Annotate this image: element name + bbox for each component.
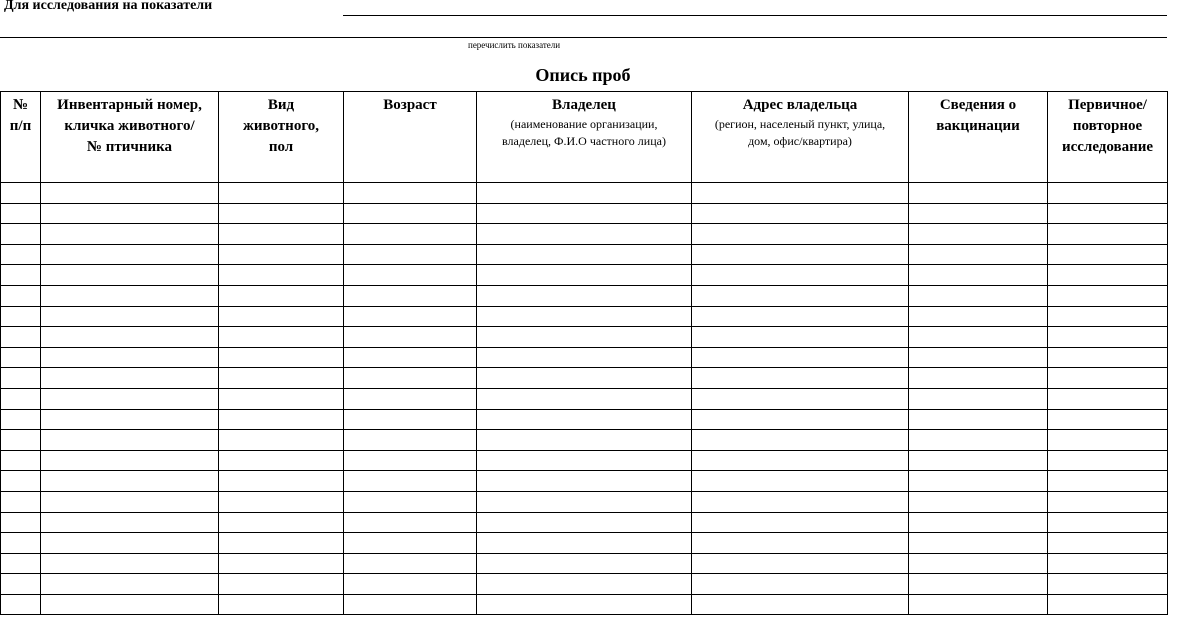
table-cell[interactable] — [219, 183, 344, 204]
table-cell[interactable] — [219, 471, 344, 492]
table-cell[interactable] — [344, 285, 477, 306]
table-row — [1, 491, 1168, 512]
table-row — [1, 388, 1168, 409]
table-cell[interactable] — [344, 306, 477, 327]
col-vaccination — [909, 92, 1048, 183]
col-owner-label: Владелец — [552, 97, 616, 113]
table-cell[interactable] — [344, 327, 477, 348]
table-cell[interactable] — [909, 533, 1048, 554]
table-cell[interactable] — [344, 409, 477, 430]
table-cell[interactable] — [219, 224, 344, 245]
table-cell[interactable] — [219, 491, 344, 512]
table-row — [1, 553, 1168, 574]
table-cell[interactable] — [344, 368, 477, 389]
table-cell[interactable] — [692, 533, 909, 554]
table-cell[interactable] — [219, 409, 344, 430]
table-cell[interactable] — [344, 533, 477, 554]
table-cell[interactable] — [41, 594, 219, 615]
table-cell[interactable] — [1, 594, 41, 615]
table-cell[interactable] — [1048, 265, 1168, 286]
table-cell[interactable] — [1, 285, 41, 306]
table-cell[interactable] — [1048, 347, 1168, 368]
table-cell[interactable] — [909, 491, 1048, 512]
table-row — [1, 224, 1168, 245]
table-cell[interactable] — [1048, 409, 1168, 430]
samples-table — [0, 91, 1168, 615]
table-cell[interactable] — [41, 265, 219, 286]
table-cell[interactable] — [344, 512, 477, 533]
table-cell[interactable] — [41, 409, 219, 430]
table-cell[interactable] — [41, 491, 219, 512]
table-cell[interactable] — [41, 183, 219, 204]
table-row — [1, 471, 1168, 492]
table-row — [1, 285, 1168, 306]
table-cell[interactable] — [344, 388, 477, 409]
table-cell[interactable] — [1, 183, 41, 204]
table-cell[interactable] — [41, 285, 219, 306]
col-number-label: № п/п — [9, 97, 32, 134]
table-cell[interactable] — [1048, 388, 1168, 409]
table-cell[interactable] — [219, 450, 344, 471]
table-cell[interactable] — [1048, 203, 1168, 224]
table-cell[interactable] — [909, 347, 1048, 368]
table-cell[interactable] — [1, 574, 41, 595]
table-cell[interactable] — [477, 368, 692, 389]
table-cell[interactable] — [41, 574, 219, 595]
table-cell[interactable] — [692, 574, 909, 595]
table-cell[interactable] — [344, 347, 477, 368]
table-cell[interactable] — [344, 430, 477, 451]
table-row — [1, 368, 1168, 389]
col-age-label: Возраст — [383, 97, 437, 113]
table-cell[interactable] — [909, 388, 1048, 409]
table-cell[interactable] — [344, 574, 477, 595]
table-cell[interactable] — [692, 388, 909, 409]
col-owner-address-note: (регион, населеный пункт, улица, дом, офис/квартира) — [714, 117, 886, 148]
table-row — [1, 347, 1168, 368]
table-title: Опись проб — [535, 65, 631, 85]
table-cell[interactable] — [909, 183, 1048, 204]
table-cell[interactable] — [1048, 430, 1168, 451]
table-cell[interactable] — [692, 471, 909, 492]
table-cell[interactable] — [477, 285, 692, 306]
table-cell[interactable] — [1, 327, 41, 348]
table-cell[interactable] — [41, 224, 219, 245]
table-row — [1, 409, 1168, 430]
indicators-input-line[interactable] — [343, 15, 1167, 16]
table-cell[interactable] — [41, 306, 219, 327]
table-cell[interactable] — [344, 183, 477, 204]
table-cell[interactable] — [692, 512, 909, 533]
table-row — [1, 512, 1168, 533]
table-row — [1, 533, 1168, 554]
table-cell[interactable] — [1048, 368, 1168, 389]
table-cell[interactable] — [909, 368, 1048, 389]
table-cell[interactable] — [909, 265, 1048, 286]
table-cell[interactable] — [909, 430, 1048, 451]
table-cell[interactable] — [692, 224, 909, 245]
table-cell[interactable] — [909, 512, 1048, 533]
table-cell[interactable] — [344, 471, 477, 492]
table-cell[interactable] — [344, 203, 477, 224]
table-row — [1, 327, 1168, 348]
col-inventory-label: Инвентарный номер, кличка животного/ № птичника — [57, 97, 202, 155]
table-cell[interactable] — [344, 491, 477, 512]
table-cell[interactable] — [477, 430, 692, 451]
table-cell[interactable] — [477, 471, 692, 492]
table-cell[interactable] — [344, 594, 477, 615]
table-cell[interactable] — [692, 409, 909, 430]
table-cell[interactable] — [477, 553, 692, 574]
table-cell[interactable] — [477, 594, 692, 615]
col-vaccination-label: Сведения о вакцинации — [936, 97, 1020, 134]
table-cell[interactable] — [219, 512, 344, 533]
table-cell[interactable] — [219, 430, 344, 451]
table-cell[interactable] — [1048, 574, 1168, 595]
table-cell[interactable] — [692, 594, 909, 615]
col-owner — [477, 92, 692, 183]
table-cell[interactable] — [909, 471, 1048, 492]
table-cell[interactable] — [344, 265, 477, 286]
table-cell[interactable] — [477, 203, 692, 224]
table-cell[interactable] — [219, 265, 344, 286]
table-cell[interactable] — [692, 285, 909, 306]
col-species-label: Вид животного, пол — [242, 97, 320, 155]
table-cell[interactable] — [41, 450, 219, 471]
indicators-input-line-2[interactable] — [0, 37, 1167, 38]
table-cell[interactable] — [909, 203, 1048, 224]
table-cell[interactable] — [692, 368, 909, 389]
table-cell[interactable] — [1, 409, 41, 430]
col-owner-note: (наименование организации, владелец, Ф.И.О частного лица) — [502, 117, 666, 148]
col-primary-repeat — [1048, 92, 1168, 183]
table-cell[interactable] — [477, 183, 692, 204]
table-cell[interactable] — [477, 244, 692, 265]
table-cell[interactable] — [41, 244, 219, 265]
table-cell[interactable] — [1048, 224, 1168, 245]
indicators-hint: перечислить показатели — [468, 40, 561, 50]
table-cell[interactable] — [41, 512, 219, 533]
table-cell[interactable] — [219, 244, 344, 265]
table-cell[interactable] — [1048, 533, 1168, 554]
table-cell[interactable] — [41, 533, 219, 554]
table-row — [1, 265, 1168, 286]
table-cell[interactable] — [692, 430, 909, 451]
table-cell[interactable] — [692, 327, 909, 348]
table-cell[interactable] — [477, 327, 692, 348]
table-cell[interactable] — [1048, 491, 1168, 512]
table-cell[interactable] — [41, 327, 219, 348]
col-inventory — [41, 92, 219, 183]
table-cell[interactable] — [41, 471, 219, 492]
table-cell[interactable] — [1, 203, 41, 224]
table-cell[interactable] — [41, 368, 219, 389]
table-cell[interactable] — [41, 347, 219, 368]
table-cell[interactable] — [344, 244, 477, 265]
table-cell[interactable] — [477, 224, 692, 245]
table-cell[interactable] — [41, 553, 219, 574]
col-owner-address-label: Адрес владельца — [742, 97, 858, 113]
table-cell[interactable] — [909, 306, 1048, 327]
table-cell[interactable] — [909, 450, 1048, 471]
table-cell[interactable] — [219, 388, 344, 409]
table-cell[interactable] — [344, 553, 477, 574]
table-cell[interactable] — [692, 491, 909, 512]
table-cell[interactable] — [692, 306, 909, 327]
table-cell[interactable] — [1, 491, 41, 512]
table-cell[interactable] — [477, 409, 692, 430]
table-row — [1, 183, 1168, 204]
table-cell[interactable] — [692, 244, 909, 265]
table-cell[interactable] — [1048, 594, 1168, 615]
table-cell[interactable] — [41, 430, 219, 451]
table-cell[interactable] — [344, 450, 477, 471]
table-cell[interactable] — [1048, 183, 1168, 204]
table-cell[interactable] — [1, 430, 41, 451]
table-row — [1, 244, 1168, 265]
table-cell[interactable] — [219, 285, 344, 306]
table-cell[interactable] — [477, 512, 692, 533]
table-cell[interactable] — [41, 388, 219, 409]
table-row — [1, 306, 1168, 327]
table-cell[interactable] — [219, 594, 344, 615]
table-cell[interactable] — [1, 224, 41, 245]
table-cell[interactable] — [1048, 471, 1168, 492]
table-row — [1, 430, 1168, 451]
table-cell[interactable] — [477, 533, 692, 554]
table-cell[interactable] — [1048, 285, 1168, 306]
table-cell[interactable] — [219, 306, 344, 327]
table-cell[interactable] — [1048, 306, 1168, 327]
table-cell[interactable] — [1, 347, 41, 368]
table-cell[interactable] — [909, 553, 1048, 574]
table-cell[interactable] — [219, 553, 344, 574]
table-cell[interactable] — [909, 224, 1048, 245]
table-cell[interactable] — [477, 265, 692, 286]
table-cell[interactable] — [41, 203, 219, 224]
table-cell[interactable] — [692, 553, 909, 574]
table-cell[interactable] — [1, 533, 41, 554]
table-cell[interactable] — [219, 574, 344, 595]
table-cell[interactable] — [909, 409, 1048, 430]
table-cell[interactable] — [1048, 553, 1168, 574]
table-cell[interactable] — [477, 491, 692, 512]
table-cell[interactable] — [1048, 512, 1168, 533]
table-cell[interactable] — [1, 450, 41, 471]
table-cell[interactable] — [1, 512, 41, 533]
table-cell[interactable] — [1, 244, 41, 265]
table-cell[interactable] — [219, 533, 344, 554]
col-species — [219, 92, 344, 183]
table-row — [1, 594, 1168, 615]
table-cell[interactable] — [1048, 244, 1168, 265]
col-number — [1, 92, 41, 183]
table-cell[interactable] — [477, 450, 692, 471]
col-owner-address — [692, 92, 909, 183]
table-cell[interactable] — [692, 450, 909, 471]
table-cell[interactable] — [219, 327, 344, 348]
table-cell[interactable] — [909, 594, 1048, 615]
table-cell[interactable] — [692, 265, 909, 286]
table-cell[interactable] — [692, 347, 909, 368]
table-cell[interactable] — [219, 347, 344, 368]
table-cell[interactable] — [909, 244, 1048, 265]
table-cell[interactable] — [1, 471, 41, 492]
table-row — [1, 574, 1168, 595]
table-cell[interactable] — [909, 327, 1048, 348]
table-cell[interactable] — [909, 574, 1048, 595]
table-cell[interactable] — [477, 306, 692, 327]
table-cell[interactable] — [219, 368, 344, 389]
col-primary-repeat-label: Первичное/ повторное исследование — [1061, 97, 1154, 155]
table-cell[interactable] — [692, 183, 909, 204]
table-cell[interactable] — [1048, 327, 1168, 348]
table-cell[interactable] — [909, 285, 1048, 306]
table-cell[interactable] — [1, 265, 41, 286]
table-cell[interactable] — [219, 203, 344, 224]
table-cell[interactable] — [344, 224, 477, 245]
col-age — [344, 92, 477, 183]
table-cell[interactable] — [477, 347, 692, 368]
indicators-label: Для исследования на показатели — [4, 0, 213, 13]
table-cell[interactable] — [1, 306, 41, 327]
table-row — [1, 450, 1168, 471]
table-cell[interactable] — [477, 574, 692, 595]
table-cell[interactable] — [477, 388, 692, 409]
table-cell[interactable] — [1048, 450, 1168, 471]
table-header-row — [1, 92, 1168, 183]
table-cell[interactable] — [1, 553, 41, 574]
table-row — [1, 203, 1168, 224]
table-cell[interactable] — [692, 203, 909, 224]
table-cell[interactable] — [1, 388, 41, 409]
table-cell[interactable] — [1, 368, 41, 389]
